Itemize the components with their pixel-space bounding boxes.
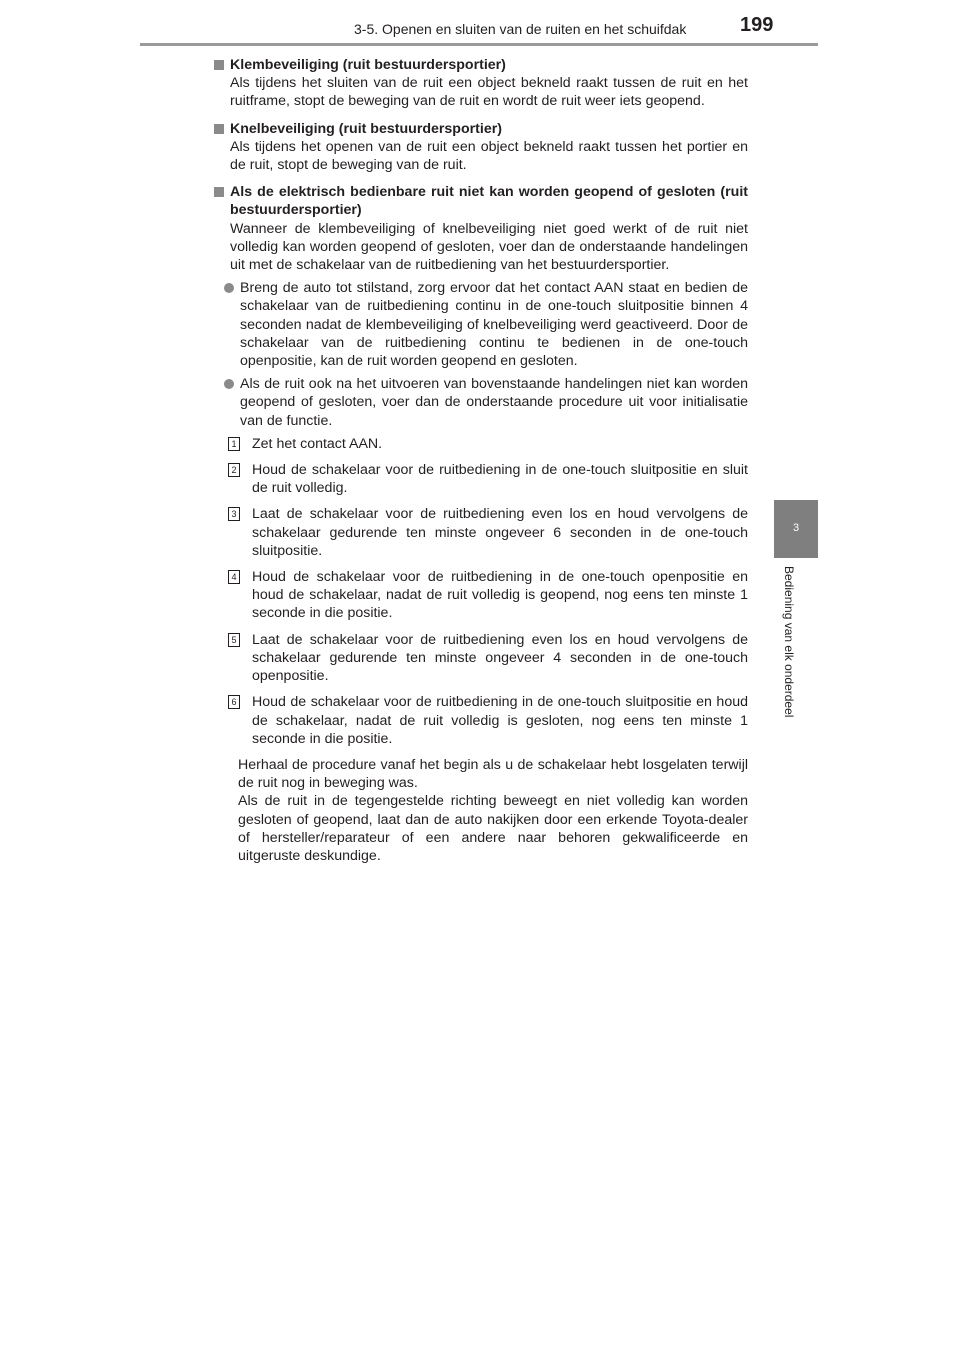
step-item — [214, 568, 748, 623]
section-title-text: Knelbeveiliging (ruit bestuurdersportier) — [230, 120, 502, 137]
step-number-box: 1 — [228, 437, 240, 451]
step-text: Zet het contact AAN. — [252, 435, 383, 452]
header-title: 3-5. Openen en sluiten van de ruiten en het schuifdak — [354, 21, 687, 37]
step-text: Houd de schakelaar voor de ruitbediening in de one-touch sluitpositie en sluit de ruit volledig. — [252, 462, 748, 497]
step-text: Houd de schakelaar voor de ruitbediening in de one-touch sluitpositie en houd de schakelaar, nadat de ruit volledig is gesloten, nog eens ten minste 1 seconde in die positie. — [252, 694, 748, 747]
step-number-box: 4 — [228, 570, 240, 584]
step-item — [214, 693, 748, 748]
section-ruit-niet-bedienbaar — [214, 183, 748, 865]
section-text: Als tijdens het openen van de ruit een object bekneld raakt tussen het portier en de ruit, stopt de beweging van de ruit. — [230, 138, 748, 174]
header-divider — [140, 43, 818, 46]
circle-bullet-icon — [224, 379, 234, 389]
bullet-item — [214, 279, 748, 370]
section-title-text: Klembeveiliging (ruit bestuurdersportier) — [230, 57, 506, 73]
closing-paragraph: Als de ruit in de tegengestelde richting beweegt en niet volledig kan worden gesloten of geopend, laat dan de auto nakijken door een erkende Toyota-dealer of hersteller/reparateur of een andere naar behoren gekwalificeerde en uitgeruste deskundige. — [238, 793, 748, 864]
section-klembeveiliging — [214, 56, 748, 111]
step-number-box: 6 — [228, 695, 240, 709]
step-list — [214, 435, 748, 748]
chapter-number: 3 — [792, 522, 800, 534]
bullet-text: Als de ruit ook na het uitvoeren van bovenstaande handelingen niet kan worden geopend of gesloten, voer dan de onderstaande procedure uit voor initialisatie van de functie. — [240, 376, 748, 429]
step-item — [214, 435, 748, 453]
chapter-label: Bediening van elk onderdeel — [782, 566, 796, 718]
step-item — [214, 461, 748, 497]
closing-note — [214, 756, 748, 865]
step-number-box: 5 — [228, 633, 240, 647]
section-text: Wanneer de klembeveiliging of knelbeveiliging niet goed werkt of de ruit niet volledig kan worden geopend of gesloten, voer dan de onderstaande handelingen uit met de schakelaar van de ruitbediening van het bestuurdersportier. — [230, 220, 748, 274]
square-bullet-icon — [214, 124, 224, 134]
step-number-box: 3 — [228, 507, 240, 521]
step-text: Houd de schakelaar voor de ruitbediening in de one-touch openpositie en houd de schakelaar, nadat de ruit volledig is geopend, nog eens ten minste 1 seconde in die positie. — [252, 569, 748, 622]
step-text: Laat de schakelaar voor de ruitbediening even los en houd vervolgens de schakelaar gedurende ten minste ongeveer 4 seconden in de one-touch openpositie. — [252, 631, 748, 685]
square-bullet-icon — [214, 60, 224, 70]
page-number: 199 — [740, 14, 774, 36]
page-content — [214, 56, 748, 874]
step-item — [214, 631, 748, 686]
step-item — [214, 505, 748, 560]
circle-bullet-icon — [224, 283, 234, 293]
chapter-tab — [774, 500, 818, 558]
section-text: Als tijdens het sluiten van de ruit een object bekneld raakt tussen de ruit en het ruitframe, stopt de beweging van de ruit en wordt de ruit weer iets geopend. — [230, 75, 748, 110]
square-bullet-icon — [214, 187, 224, 197]
step-number-box: 2 — [228, 463, 240, 477]
closing-paragraph: Herhaal de procedure vanaf het begin als u de schakelaar hebt losgelaten terwijl de ruit nog in beweging was. — [238, 756, 748, 792]
section-title — [214, 120, 748, 138]
bullet-text: Breng de auto tot stilstand, zorg ervoor dat het contact AAN staat en bedien de schakelaar van de ruitbediening continu in de one-touch sluitpositie binnen 4 seconden nadat de klembeveiliging of knelbeveiliging werd geactiveerd. Door de schakelaar van de ruitbediening continu te bedienen in de one-touch openpositie, kan de ruit worden geopend en gesloten. — [240, 280, 748, 370]
section-title-text: Als de elektrisch bedienbare ruit niet kan worden geopend of gesloten (ruit bestuurdersportier) — [230, 184, 748, 219]
section-title — [214, 183, 748, 219]
section-knelbeveiliging — [214, 120, 748, 175]
step-text: Laat de schakelaar voor de ruitbediening even los en houd vervolgens de schakelaar gedurende ten minste ongeveer 6 seconden in de one-touch sluitpositie. — [252, 506, 748, 559]
section-title — [214, 56, 748, 74]
bullet-item — [214, 375, 748, 430]
